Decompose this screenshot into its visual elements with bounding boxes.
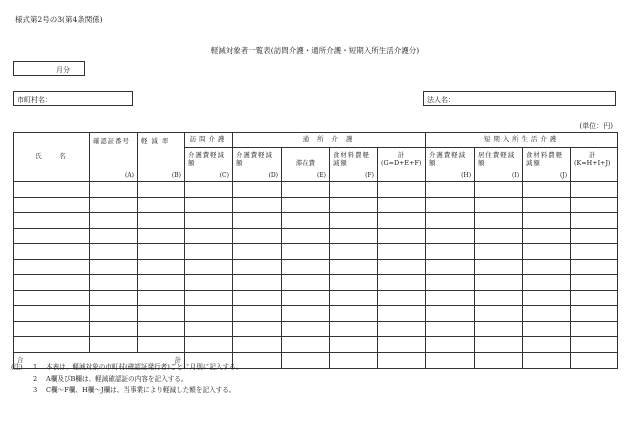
table-cell[interactable] [138, 306, 185, 322]
corporation-field[interactable] [423, 91, 616, 106]
table-cell[interactable] [378, 337, 426, 353]
table-cell[interactable] [330, 228, 378, 244]
corporation-label: 法人名： [427, 96, 455, 104]
table-cell[interactable] [282, 213, 330, 229]
municipality-label: 市町村名： [17, 96, 52, 104]
header-i [475, 148, 523, 182]
table-cell[interactable] [426, 306, 475, 322]
table-cell[interactable] [90, 244, 138, 260]
table-cell[interactable] [138, 275, 185, 291]
table-cell[interactable] [185, 244, 233, 260]
table-cell[interactable] [90, 228, 138, 244]
table-cell[interactable] [475, 290, 523, 306]
table-cell[interactable] [90, 321, 138, 337]
table-cell[interactable] [185, 275, 233, 291]
table-row [14, 321, 618, 337]
letter-j: (J) [559, 171, 568, 179]
total-cell[interactable] [282, 352, 330, 368]
rate-label: 軽 減 率 [141, 137, 170, 145]
table-cell[interactable] [571, 213, 618, 229]
note-2 [11, 374, 242, 386]
header-f [330, 148, 378, 182]
table-cell[interactable] [330, 306, 378, 322]
table-row [14, 213, 618, 229]
header-name-family: 氏 [35, 152, 44, 160]
total-cell[interactable] [330, 352, 378, 368]
letter-a: (A) [124, 171, 134, 179]
note-3 [11, 385, 242, 397]
total-label-k: 計 [589, 151, 596, 159]
table-cell[interactable] [475, 321, 523, 337]
header-g [378, 148, 426, 182]
table-cell[interactable] [475, 259, 523, 275]
table-cell[interactable] [14, 306, 90, 322]
table-cell[interactable] [571, 228, 618, 244]
table-row [14, 244, 618, 260]
table-cell[interactable] [282, 259, 330, 275]
table-cell[interactable] [138, 259, 185, 275]
letter-c: (C) [219, 171, 229, 179]
header-h [426, 148, 475, 182]
header-k [571, 148, 618, 182]
total-cell[interactable] [475, 352, 523, 368]
table-cell[interactable] [14, 244, 90, 260]
stay-fee-label: 滞在費 [295, 159, 316, 167]
table-cell[interactable] [475, 197, 523, 213]
table-cell[interactable] [185, 290, 233, 306]
table-cell[interactable] [378, 321, 426, 337]
header-rate [138, 133, 185, 182]
table-cell[interactable] [378, 244, 426, 260]
table-cell[interactable] [523, 213, 571, 229]
note-text: 本表は、軽減対象の市町村(確認証発行者)ごとに月別に記入する。 [46, 363, 243, 371]
page-title: 軽減対象者一覧表(訪問介護・通所介護・短期入所生活介護分) [210, 46, 420, 55]
table-row [14, 197, 618, 213]
table-cell[interactable] [138, 337, 185, 353]
table-cell[interactable] [378, 197, 426, 213]
notes-lead: (注) [11, 363, 23, 371]
table-cell[interactable] [90, 290, 138, 306]
meal-fee-label-f: 食材料費軽減額 [333, 151, 370, 168]
reduction-table [13, 132, 618, 369]
notes [11, 362, 242, 397]
table-cell[interactable] [571, 337, 618, 353]
table-cell[interactable] [233, 275, 282, 291]
table-cell[interactable] [138, 213, 185, 229]
table-cell[interactable] [233, 228, 282, 244]
table-cell[interactable] [90, 275, 138, 291]
table-cell[interactable] [330, 275, 378, 291]
group-day-care: 通 所 介 護 [233, 133, 426, 148]
table-cell[interactable] [138, 244, 185, 260]
header-e [282, 148, 330, 182]
table-cell[interactable] [475, 213, 523, 229]
table-cell[interactable] [282, 197, 330, 213]
table-row [14, 275, 618, 291]
table-cell[interactable] [523, 290, 571, 306]
calc-k: (K=H+I+J) [574, 159, 611, 168]
table-cell[interactable] [523, 197, 571, 213]
note-number: 1 [33, 363, 38, 371]
table-cell[interactable] [233, 259, 282, 275]
table-cell[interactable] [90, 213, 138, 229]
table-cell[interactable] [138, 228, 185, 244]
table-cell[interactable] [523, 228, 571, 244]
letter-b: (B) [171, 171, 181, 179]
unit-label: (単位：円) [579, 122, 613, 130]
table-cell[interactable] [138, 290, 185, 306]
data-rows [14, 182, 618, 353]
table-cell[interactable] [330, 290, 378, 306]
table-cell[interactable] [138, 321, 185, 337]
table-cell[interactable] [282, 306, 330, 322]
header-cert-no [90, 133, 138, 182]
table-cell[interactable] [378, 306, 426, 322]
residence-fee-label-i: 居住費軽減額 [478, 151, 515, 168]
table-cell[interactable] [90, 182, 138, 198]
table-cell[interactable] [475, 182, 523, 198]
total-label-g: 計 [398, 151, 405, 159]
group-visit-care: 訪問介護 [185, 133, 233, 148]
note-number: 2 [33, 374, 38, 383]
table-cell[interactable] [233, 213, 282, 229]
table-cell[interactable] [426, 259, 475, 275]
header-name-given: 名 [59, 152, 68, 160]
calc-g: (G=D+E+F) [381, 159, 422, 168]
cert-no-label: 確認証番号 [93, 137, 130, 145]
table-cell[interactable] [14, 182, 90, 198]
header-name [14, 133, 90, 182]
table-cell[interactable] [233, 197, 282, 213]
table-cell[interactable] [523, 321, 571, 337]
table-cell[interactable] [14, 337, 90, 353]
table-cell[interactable] [330, 337, 378, 353]
table-cell[interactable] [90, 197, 138, 213]
total-cell[interactable] [523, 352, 571, 368]
table-cell[interactable] [90, 259, 138, 275]
table-cell[interactable] [282, 290, 330, 306]
table-row [14, 306, 618, 322]
table-cell[interactable] [233, 306, 282, 322]
table-cell[interactable] [185, 197, 233, 213]
table-cell[interactable] [233, 244, 282, 260]
table-cell[interactable] [14, 290, 90, 306]
table-cell[interactable] [14, 213, 90, 229]
table-cell[interactable] [14, 275, 90, 291]
table-cell[interactable] [330, 197, 378, 213]
table-cell[interactable] [138, 197, 185, 213]
table-row [14, 182, 618, 198]
group-short-stay: 短期入所生活介護 [426, 133, 618, 148]
table-cell[interactable] [233, 321, 282, 337]
table-cell[interactable] [571, 182, 618, 198]
table-row [14, 259, 618, 275]
table-cell[interactable] [282, 244, 330, 260]
note-1 [11, 362, 242, 374]
table-cell[interactable] [14, 259, 90, 275]
total-label-right: 計 [174, 355, 181, 364]
table-cell[interactable] [185, 259, 233, 275]
table-cell[interactable] [571, 306, 618, 322]
header-c [185, 148, 233, 182]
table-cell[interactable] [475, 228, 523, 244]
table-cell[interactable] [378, 228, 426, 244]
month-field[interactable] [13, 61, 85, 76]
table-cell[interactable] [426, 290, 475, 306]
note-text: A欄及びB欄は、軽減確認証の内容を記入する。 [46, 374, 188, 383]
letter-i: (I) [511, 171, 520, 179]
table-cell[interactable] [523, 275, 571, 291]
table-cell[interactable] [138, 182, 185, 198]
table-cell[interactable] [475, 337, 523, 353]
table-cell[interactable] [475, 244, 523, 260]
table-row [14, 290, 618, 306]
table-cell[interactable] [14, 321, 90, 337]
table-cell[interactable] [90, 306, 138, 322]
table-row [14, 337, 618, 353]
table-cell[interactable] [330, 182, 378, 198]
table-cell[interactable] [185, 306, 233, 322]
header-row-1 [14, 133, 618, 148]
care-fee-label-h: 介護費軽減額 [429, 151, 466, 168]
table-cell[interactable] [426, 244, 475, 260]
table-cell[interactable] [185, 337, 233, 353]
table-cell[interactable] [185, 182, 233, 198]
total-label-left: 合 [17, 355, 24, 364]
table-cell[interactable] [233, 290, 282, 306]
table-cell[interactable] [378, 213, 426, 229]
month-label: 月分 [56, 66, 70, 74]
table-cell[interactable] [233, 337, 282, 353]
total-cell[interactable] [378, 352, 426, 368]
table-cell[interactable] [185, 228, 233, 244]
table-cell[interactable] [523, 337, 571, 353]
table-cell[interactable] [571, 321, 618, 337]
table-cell[interactable] [378, 290, 426, 306]
table-cell[interactable] [330, 244, 378, 260]
table-cell[interactable] [571, 275, 618, 291]
care-fee-label-c: 介護費軽減額 [188, 151, 225, 168]
total-cell[interactable] [426, 352, 475, 368]
municipality-field[interactable] [13, 91, 133, 106]
table-cell[interactable] [426, 182, 475, 198]
note-number: 3 [33, 386, 38, 394]
table-cell[interactable] [378, 182, 426, 198]
table-cell[interactable] [14, 228, 90, 244]
table-cell[interactable] [282, 182, 330, 198]
note-text: C欄～F欄、H欄～J欄は、当事業により軽減した額を記入する。 [46, 386, 236, 394]
table-cell[interactable] [330, 321, 378, 337]
total-cell[interactable] [571, 352, 618, 368]
table-cell[interactable] [523, 259, 571, 275]
header-d [233, 148, 282, 182]
care-fee-label-d: 介護費軽減額 [236, 151, 273, 168]
table-cell[interactable] [523, 244, 571, 260]
table-cell[interactable] [90, 337, 138, 353]
table-cell[interactable] [523, 306, 571, 322]
table-cell[interactable] [14, 197, 90, 213]
table-cell[interactable] [571, 259, 618, 275]
letter-f: (F) [365, 171, 374, 179]
table-cell[interactable] [426, 337, 475, 353]
table-cell[interactable] [282, 275, 330, 291]
table-cell[interactable] [426, 213, 475, 229]
table-cell[interactable] [475, 306, 523, 322]
table-cell[interactable] [185, 213, 233, 229]
table-cell[interactable] [426, 321, 475, 337]
table-cell[interactable] [378, 275, 426, 291]
table-cell[interactable] [233, 182, 282, 198]
table-cell[interactable] [571, 197, 618, 213]
table-cell[interactable] [426, 197, 475, 213]
table-cell[interactable] [282, 337, 330, 353]
table-cell[interactable] [475, 275, 523, 291]
table-row [14, 228, 618, 244]
table-cell[interactable] [378, 259, 426, 275]
table-cell[interactable] [571, 244, 618, 260]
table-cell[interactable] [282, 321, 330, 337]
table-cell[interactable] [426, 228, 475, 244]
letter-h: (H) [461, 171, 472, 179]
form-number: 様式第2号の3(第4条関係) [15, 15, 103, 24]
table-cell[interactable] [330, 259, 378, 275]
header-j [523, 148, 571, 182]
table-cell[interactable] [185, 321, 233, 337]
table-cell[interactable] [282, 228, 330, 244]
letter-d: (D) [268, 171, 278, 179]
table-cell[interactable] [571, 290, 618, 306]
table-cell[interactable] [523, 182, 571, 198]
table-cell[interactable] [426, 275, 475, 291]
meal-fee-label-j: 食材料費軽減額 [526, 151, 563, 168]
table-cell[interactable] [330, 213, 378, 229]
letter-e: (E) [316, 171, 326, 179]
